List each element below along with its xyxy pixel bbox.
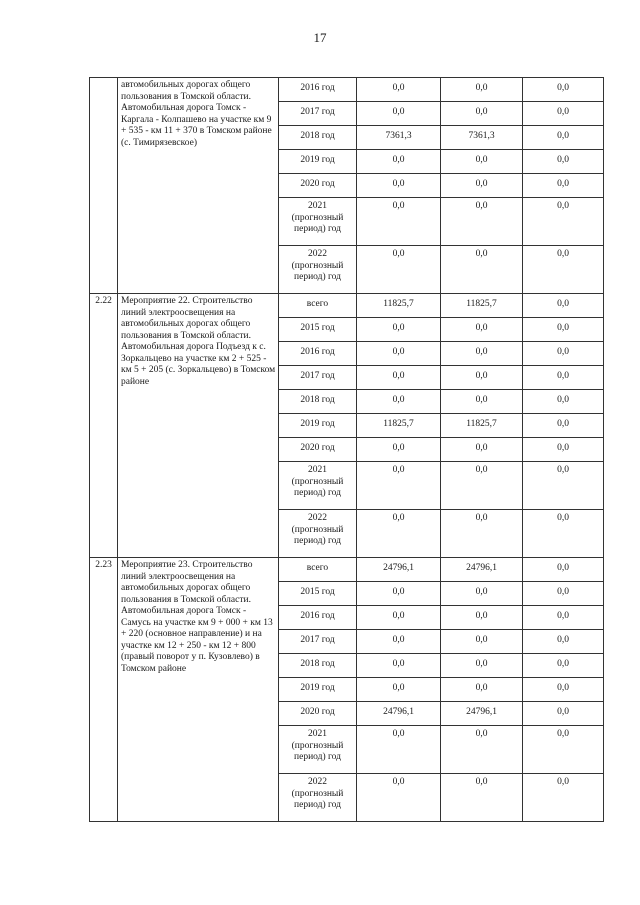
item-number: 2.23 <box>90 558 118 822</box>
value-cell-3: 0,0 <box>523 366 604 390</box>
period-cell: всего <box>279 294 357 318</box>
value-cell-3: 0,0 <box>523 174 604 198</box>
value-cell-1: 24796,1 <box>357 558 441 582</box>
period-cell: 2019 год <box>279 678 357 702</box>
period-cell: 2018 год <box>279 390 357 414</box>
value-cell-3: 0,0 <box>523 678 604 702</box>
period-cell: 2022 (прогнозный период) год <box>279 246 357 294</box>
period-cell: 2017 год <box>279 366 357 390</box>
value-cell-2: 0,0 <box>441 606 523 630</box>
value-cell-1: 0,0 <box>357 774 441 822</box>
period-cell: 2022 (прогнозный период) год <box>279 774 357 822</box>
value-cell-3: 0,0 <box>523 246 604 294</box>
value-cell-3: 0,0 <box>523 318 604 342</box>
value-cell-1: 0,0 <box>357 654 441 678</box>
value-cell-1: 0,0 <box>357 510 441 558</box>
period-cell: 2019 год <box>279 150 357 174</box>
value-cell-3: 0,0 <box>523 462 604 510</box>
value-cell-1: 0,0 <box>357 582 441 606</box>
value-cell-2: 0,0 <box>441 366 523 390</box>
value-cell-1: 0,0 <box>357 678 441 702</box>
value-cell-1: 0,0 <box>357 318 441 342</box>
value-cell-3: 0,0 <box>523 126 604 150</box>
value-cell-3: 0,0 <box>523 582 604 606</box>
period-cell: 2016 год <box>279 606 357 630</box>
period-cell: 2020 год <box>279 174 357 198</box>
value-cell-3: 0,0 <box>523 630 604 654</box>
value-cell-1: 0,0 <box>357 174 441 198</box>
period-cell: всего <box>279 558 357 582</box>
value-cell-2: 0,0 <box>441 342 523 366</box>
period-cell: 2022 (прогнозный период) год <box>279 510 357 558</box>
period-cell: 2017 год <box>279 630 357 654</box>
value-cell-3: 0,0 <box>523 390 604 414</box>
value-cell-2: 0,0 <box>441 318 523 342</box>
value-cell-2: 0,0 <box>441 510 523 558</box>
value-cell-2: 24796,1 <box>441 558 523 582</box>
value-cell-3: 0,0 <box>523 726 604 774</box>
value-cell-3: 0,0 <box>523 198 604 246</box>
value-cell-1: 11825,7 <box>357 294 441 318</box>
value-cell-1: 0,0 <box>357 342 441 366</box>
period-cell: 2021 (прогнозный период) год <box>279 726 357 774</box>
item-number <box>90 78 118 294</box>
value-cell-1: 7361,3 <box>357 126 441 150</box>
value-cell-1: 0,0 <box>357 198 441 246</box>
period-cell: 2020 год <box>279 438 357 462</box>
value-cell-1: 11825,7 <box>357 414 441 438</box>
value-cell-3: 0,0 <box>523 606 604 630</box>
value-cell-3: 0,0 <box>523 414 604 438</box>
period-cell: 2020 год <box>279 702 357 726</box>
value-cell-2: 0,0 <box>441 198 523 246</box>
period-cell: 2016 год <box>279 342 357 366</box>
value-cell-2: 0,0 <box>441 630 523 654</box>
value-cell-1: 0,0 <box>357 246 441 294</box>
value-cell-2: 0,0 <box>441 462 523 510</box>
value-cell-1: 0,0 <box>357 78 441 102</box>
value-cell-3: 0,0 <box>523 438 604 462</box>
value-cell-2: 0,0 <box>441 102 523 126</box>
value-cell-3: 0,0 <box>523 774 604 822</box>
value-cell-2: 0,0 <box>441 774 523 822</box>
period-cell: 2019 год <box>279 414 357 438</box>
value-cell-2: 0,0 <box>441 678 523 702</box>
value-cell-3: 0,0 <box>523 510 604 558</box>
table-row <box>90 558 604 582</box>
value-cell-1: 0,0 <box>357 726 441 774</box>
value-cell-2: 0,0 <box>441 150 523 174</box>
value-cell-1: 0,0 <box>357 366 441 390</box>
value-cell-2: 0,0 <box>441 582 523 606</box>
value-cell-1: 0,0 <box>357 438 441 462</box>
table-row <box>90 78 604 102</box>
period-cell: 2021 (прогнозный период) год <box>279 198 357 246</box>
period-cell: 2015 год <box>279 318 357 342</box>
item-description: автомобильных дорогах общего пользования в Томской области. Автомобильная дорога Томск - Каргала - Колпашево на участке км 9 + 535 - км 11 + 370 в Томском районе (с. Тимирязевское) <box>118 78 279 294</box>
period-cell: 2021 (прогнозный период) год <box>279 462 357 510</box>
period-cell: 2018 год <box>279 654 357 678</box>
value-cell-2: 11825,7 <box>441 294 523 318</box>
value-cell-3: 0,0 <box>523 102 604 126</box>
value-cell-3: 0,0 <box>523 702 604 726</box>
value-cell-1: 0,0 <box>357 102 441 126</box>
period-cell: 2015 год <box>279 582 357 606</box>
value-cell-1: 0,0 <box>357 606 441 630</box>
value-cell-2: 0,0 <box>441 438 523 462</box>
value-cell-3: 0,0 <box>523 654 604 678</box>
period-cell: 2018 год <box>279 126 357 150</box>
table-body <box>90 78 604 822</box>
value-cell-2: 11825,7 <box>441 414 523 438</box>
value-cell-3: 0,0 <box>523 150 604 174</box>
item-description: Мероприятие 22. Строительство линий электроосвещения на автомобильных дорогах общего пользования в Томской области. Автомобильная дорога Подъезд к с. Зоркальцево на участке км 2 + 525 - км 5 + 205 (с. Зоркальцево) в Томском районе <box>118 294 279 558</box>
value-cell-1: 0,0 <box>357 150 441 174</box>
value-cell-2: 0,0 <box>441 78 523 102</box>
value-cell-2: 0,0 <box>441 726 523 774</box>
table-row <box>90 294 604 318</box>
value-cell-2: 0,0 <box>441 654 523 678</box>
value-cell-1: 24796,1 <box>357 702 441 726</box>
value-cell-2: 7361,3 <box>441 126 523 150</box>
period-cell: 2016 год <box>279 78 357 102</box>
page-number: 17 <box>313 30 327 45</box>
value-cell-2: 24796,1 <box>441 702 523 726</box>
value-cell-2: 0,0 <box>441 174 523 198</box>
value-cell-3: 0,0 <box>523 558 604 582</box>
value-cell-1: 0,0 <box>357 462 441 510</box>
value-cell-2: 0,0 <box>441 246 523 294</box>
period-cell: 2017 год <box>279 102 357 126</box>
financing-table <box>89 77 604 822</box>
value-cell-2: 0,0 <box>441 390 523 414</box>
value-cell-1: 0,0 <box>357 630 441 654</box>
value-cell-1: 0,0 <box>357 390 441 414</box>
value-cell-3: 0,0 <box>523 78 604 102</box>
item-number: 2.22 <box>90 294 118 558</box>
value-cell-3: 0,0 <box>523 294 604 318</box>
value-cell-3: 0,0 <box>523 342 604 366</box>
item-description: Мероприятие 23. Строительство линий электроосвещения на автомобильных дорогах общего пользования в Томской области. Автомобильная дорога Томск - Самусь на участке км 9 + 000 + км 13 + 220 (основное направление) и на участке км 12 + 250 - км 12 + 800 (правый поворот у п. Кузовлево) в Томском районе <box>118 558 279 822</box>
